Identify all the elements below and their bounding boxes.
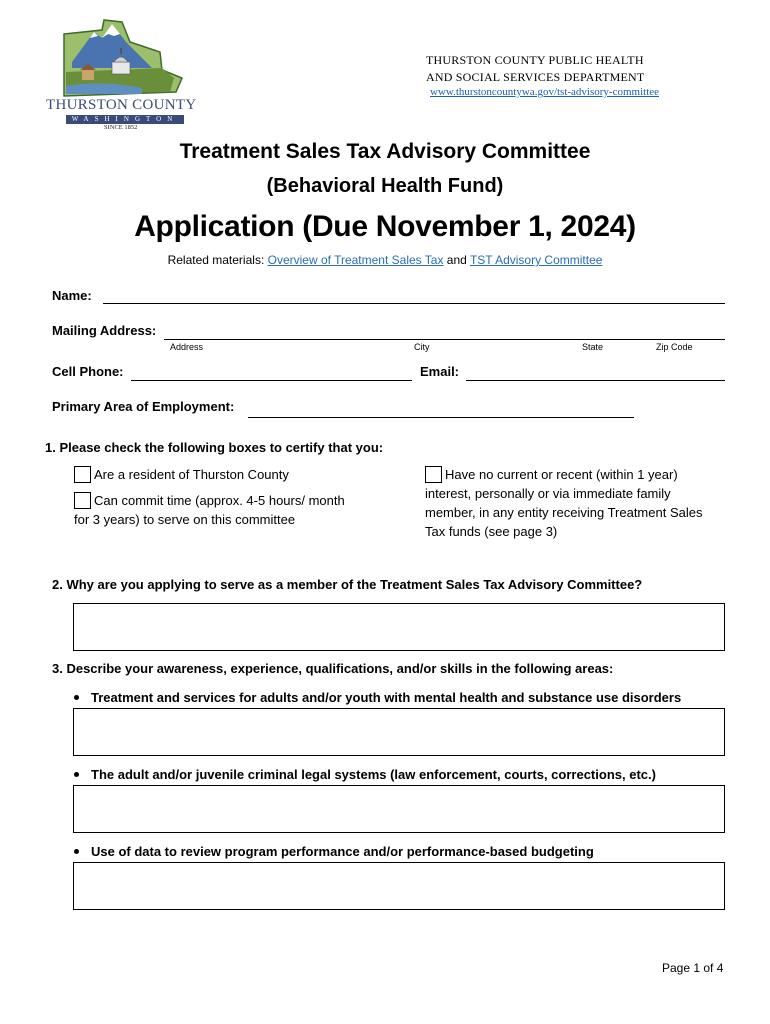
checkbox-time-row <box>74 491 345 529</box>
checkbox-no-interest-row <box>425 465 702 541</box>
checkbox-resident-row <box>74 465 289 484</box>
logo-state-name: WASHINGTON <box>66 115 184 124</box>
data-use-answer-box[interactable] <box>73 862 725 910</box>
checkbox-no-interest[interactable] <box>425 466 442 483</box>
question-3: 3. Describe your awareness, experience, qualifications, and/or skills in the following areas: <box>52 661 614 676</box>
bullet-legal-systems-text: The adult and/or juvenile criminal legal systems (law enforcement, courts, corrections, etc.) <box>91 767 656 782</box>
question-2: 2. Why are you applying to serve as a member of the Treatment Sales Tax Advisory Committee? <box>52 577 643 592</box>
email-label: Email: <box>420 364 460 379</box>
question-2-answer-box[interactable] <box>73 603 725 651</box>
application-title: Application (Due November 1, 2024) <box>134 210 636 243</box>
legal-systems-answer-box[interactable] <box>73 785 725 833</box>
bullet-icon <box>74 772 79 777</box>
logo-since: SINCE 1852 <box>104 124 138 131</box>
bullet-treatment-services-text: Treatment and services for adults and/or youth with mental health and substance use disorders <box>91 690 682 705</box>
department-url-link[interactable]: www.thurstoncountywa.gov/tst-advisory-committee <box>430 86 660 98</box>
treatment-services-answer-box[interactable] <box>73 708 725 756</box>
checkbox-resident[interactable] <box>74 466 91 483</box>
checkbox-resident-label: Are a resident of Thurston County <box>94 467 289 482</box>
checkbox-time-label-1: Can commit time (approx. 4-5 hours/ month <box>94 493 345 508</box>
bullet-icon <box>74 695 79 700</box>
city-sublabel: City <box>414 342 430 352</box>
department-line-2: AND SOCIAL SERVICES DEPARTMENT <box>426 70 645 84</box>
email-field[interactable] <box>466 380 725 381</box>
name-label: Name: <box>52 288 92 303</box>
question-1: 1. Please check the following boxes to certify that you: <box>45 440 384 455</box>
related-materials <box>0 253 770 267</box>
fund-subtitle: (Behavioral Health Fund) <box>266 175 504 197</box>
advisory-committee-link[interactable]: TST Advisory Committee <box>469 253 603 267</box>
cell-phone-field[interactable] <box>131 380 412 381</box>
department-line-1: THURSTON COUNTY PUBLIC HEALTH <box>426 53 644 67</box>
logo-county-name: THURSTON COUNTY <box>46 97 197 113</box>
related-joiner: and <box>443 253 470 267</box>
bullet-legal-systems <box>74 767 656 782</box>
checkbox-no-interest-label-1: Have no current or recent (within 1 year) <box>445 467 678 482</box>
bullet-data-use-text: Use of data to review program performance and/or performance-based budgeting <box>91 844 594 859</box>
state-sublabel: State <box>582 342 604 352</box>
committee-title: Treatment Sales Tax Advisory Committee <box>179 140 591 163</box>
name-field[interactable] <box>103 303 725 304</box>
page-number: Page 1 of 4 <box>662 961 724 975</box>
cell-phone-label: Cell Phone: <box>52 364 124 379</box>
zip-sublabel: Zip Code <box>656 342 693 352</box>
bullet-data-use <box>74 844 594 859</box>
checkbox-time-commitment[interactable] <box>74 492 91 509</box>
checkbox-no-interest-label-4: Tax funds (see page 3) <box>425 524 558 539</box>
department-header <box>426 52 644 86</box>
checkbox-no-interest-label-2: interest, personally or via immediate family <box>425 486 671 501</box>
overview-link[interactable]: Overview of Treatment Sales Tax <box>267 253 444 267</box>
address-sublabel: Address <box>170 342 204 352</box>
employment-label: Primary Area of Employment: <box>52 399 235 414</box>
mailing-address-label: Mailing Address: <box>52 323 157 338</box>
related-prefix: Related materials: <box>167 253 268 267</box>
bullet-icon <box>74 849 79 854</box>
bullet-treatment-services <box>74 690 681 705</box>
checkbox-no-interest-label-3: member, in any entity receiving Treatment Sales <box>425 505 703 520</box>
mailing-address-field[interactable] <box>164 339 725 340</box>
checkbox-time-label-2: for 3 years) to serve on this committee <box>74 512 296 527</box>
employment-field[interactable] <box>248 417 634 418</box>
